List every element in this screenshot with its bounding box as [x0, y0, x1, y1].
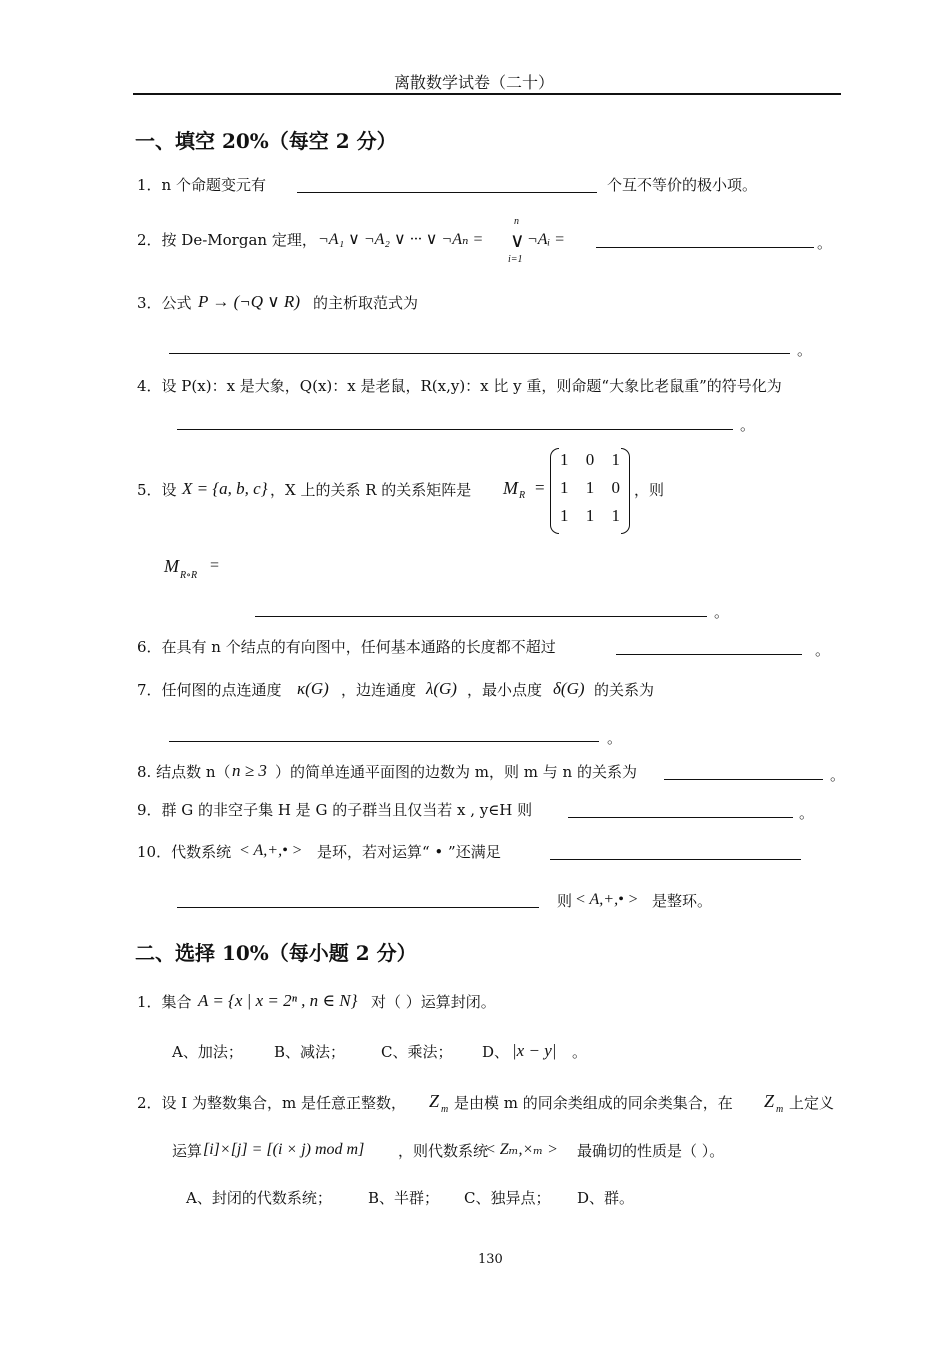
s1-q10-p4: 是整环。 — [652, 892, 713, 910]
s1-q5-mror-sub: R∘R — [180, 570, 198, 581]
matrix-cell: 1 — [611, 506, 620, 525]
s1-q10-p1: 10．代数系统 — [137, 843, 232, 861]
s2-q2-line2a: 运算 — [172, 1142, 203, 1160]
relation-matrix — [550, 448, 630, 532]
s1-q9-blank[interactable] — [568, 817, 793, 818]
s1-q3-suffix: 的主析取范式为 — [313, 294, 419, 312]
s2-q1-option-d[interactable]: D、 — [482, 1043, 510, 1061]
s2-q2-zm: Z — [429, 1091, 440, 1111]
matrix-row — [560, 506, 620, 526]
s1-q1-suffix: 个互不等价的极小项。 — [607, 176, 758, 194]
s1-q5-blank[interactable] — [255, 616, 707, 617]
s2-q1-option-a[interactable]: A、加法； — [172, 1043, 243, 1061]
s1-q3-end: 。 — [797, 341, 813, 359]
s1-q7-lambda: λ(G) — [426, 679, 457, 698]
s1-q6-blank[interactable] — [616, 654, 802, 655]
s1-q1-blank[interactable] — [297, 192, 597, 193]
s2-q2-sys: < Zₘ,×ₘ > — [485, 1141, 558, 1158]
s1-q4-blank[interactable] — [177, 429, 733, 430]
matrix-cell: 0 — [611, 478, 620, 497]
s1-q5-set: X = {a, b, c} — [182, 479, 268, 498]
section-2-heading: 二、选择 10%（每小题 2 分） — [135, 941, 417, 965]
s1-q7-delta: δ(G) — [553, 679, 585, 698]
s1-q7-p2: ，边连通度 — [341, 681, 417, 699]
matrix-right-bracket — [621, 448, 630, 534]
s1-q10-sys: < A,+,• > — [239, 842, 303, 859]
s2-q2-op: [i]×[j] = [(i × j) mod m] — [203, 1141, 365, 1158]
s1-q2-tail: ¬Aᵢ = — [527, 231, 565, 248]
page-number: 130 — [478, 1252, 503, 1267]
s1-q5-mr-sub: R — [519, 490, 526, 501]
s1-q8-p2: ）的简单连通平面图的边数为 m，则 m 与 n 的关系为 — [275, 763, 637, 781]
s1-q4-end: 。 — [740, 416, 756, 434]
s1-q8-blank[interactable] — [664, 779, 823, 780]
s1-q7-kappa: κ(G) — [297, 679, 329, 698]
s2-q1-suffix: 对（ ）运算封闭。 — [371, 993, 496, 1011]
s1-q10-p2: 是环，若对运算“ • ”还满足 — [317, 843, 501, 861]
s2-q2-line2c: 最确切的性质是（ ）。 — [577, 1142, 725, 1160]
s2-q2-option-b[interactable]: B、半群； — [368, 1189, 440, 1207]
s2-q2-option-a[interactable]: A、封闭的代数系统； — [186, 1189, 332, 1207]
s1-q7-p3: ，最小点度 — [467, 681, 543, 699]
s2-q2-zm-2: Z — [764, 1091, 775, 1111]
s1-q1-text: 1．n 个命题变元有 — [137, 176, 266, 194]
s1-q8-cond: n ≥ 3 — [232, 761, 267, 780]
s2-q1-set: A = {x | x = 2ⁿ , n ∈ N} — [198, 991, 358, 1010]
s1-q2-op-top: n — [514, 216, 519, 227]
matrix-cell: 1 — [560, 450, 569, 469]
s1-q6-end: 。 — [815, 641, 831, 659]
s1-q3-formula: P → (¬Q ∨ R) — [198, 292, 300, 311]
matrix-cell: 1 — [560, 506, 569, 525]
s1-q2-big-or: ∨ — [510, 230, 525, 252]
s1-q10-sys2: < A,+,• > — [575, 891, 639, 908]
s1-q7-end: 。 — [607, 729, 623, 747]
s2-q1-end: 。 — [572, 1043, 588, 1061]
s1-q2-op-bottom: i=1 — [508, 254, 523, 265]
s2-q2-line1a: 2．设 I 为整数集合，m 是任意正整数， — [137, 1094, 406, 1112]
matrix-cell: 1 — [585, 478, 595, 497]
s2-q2-line1c: 上定义 — [789, 1094, 835, 1112]
s1-q5-mror: M — [164, 556, 179, 576]
s2-q2-line1b: 是由模 m 的同余类组成的同余类集合，在 — [454, 1094, 733, 1112]
matrix-cell: 1 — [611, 450, 620, 469]
s1-q5-prefix: 5．设 — [137, 481, 177, 499]
s1-q5-after: ，则 — [634, 481, 665, 499]
matrix-left-bracket — [550, 448, 559, 534]
matrix-row — [560, 450, 620, 470]
matrix-row — [560, 478, 620, 498]
s1-q5-mr: M — [503, 478, 518, 498]
s1-q9-text: 9．群 G 的非空子集 H 是 G 的子群当且仅当若 x , y∈H 则 — [137, 801, 533, 819]
s2-q1-option-c[interactable]: C、乘法； — [381, 1043, 453, 1061]
s2-q2-zm-2-sub: m — [776, 1104, 784, 1115]
s1-q4-text: 4．设 P(x)：x 是大象，Q(x)：x 是老鼠，R(x,y)：x 比 y 重，则命题“大象比老鼠重”的符号化为 — [137, 377, 782, 395]
matrix-cell: 1 — [560, 478, 569, 497]
s2-q1-option-b[interactable]: B、减法； — [274, 1043, 346, 1061]
header-rule — [133, 93, 841, 95]
s1-q7-p4: 的关系为 — [594, 681, 655, 699]
section-1-heading: 一、填空 20%（每空 2 分） — [135, 129, 397, 153]
s1-q10-blank-1[interactable] — [550, 859, 801, 860]
s1-q7-blank[interactable] — [169, 741, 599, 742]
s2-q2-option-d[interactable]: D、群。 — [577, 1189, 635, 1207]
s1-q8-end: 。 — [830, 766, 846, 784]
s1-q5-mror-eq: = — [210, 557, 220, 574]
s2-q2-line2b: ，则代数系统 — [398, 1142, 489, 1160]
s1-q9-end: 。 — [799, 804, 815, 822]
s1-q2-blank[interactable] — [596, 247, 814, 248]
s2-q2-option-c[interactable]: C、独异点； — [464, 1189, 551, 1207]
matrix-cell: 0 — [585, 450, 595, 469]
s1-q3-prefix: 3．公式 — [137, 294, 192, 312]
s1-q10-blank-2[interactable] — [177, 907, 539, 908]
s1-q5-eq: = — [535, 478, 545, 497]
s1-q5-middle: ，X 上的关系 R 的关系矩阵是 — [270, 481, 472, 499]
s1-q2-prefix: 2．按 De-Morgan 定理， — [137, 231, 317, 249]
s1-q7-p1: 7．任何图的点连通度 — [137, 681, 282, 699]
s2-q1-prefix: 1．集合 — [137, 993, 192, 1011]
s2-q2-zm-sub: m — [441, 1104, 449, 1115]
s1-q3-blank[interactable] — [169, 353, 790, 354]
s1-q8-p1: 8. 结点数 n（ — [137, 763, 231, 781]
s1-q2-end: 。 — [817, 234, 833, 252]
s1-q6-text: 6．在具有 n 个结点的有向图中，任何基本通路的长度都不超过 — [137, 638, 556, 656]
s2-q1-option-d-formula: |x − y| — [512, 1041, 557, 1060]
matrix-cell: 1 — [585, 506, 595, 525]
s1-q10-p3: 则 — [557, 892, 573, 910]
s1-q5-end: 。 — [714, 603, 730, 621]
s1-q2-formula: ¬A₁ ∨ ¬A₂ ∨ ··· ∨ ¬Aₙ = — [318, 231, 484, 248]
page-header-title: 离散数学试卷（二十） — [394, 73, 555, 92]
